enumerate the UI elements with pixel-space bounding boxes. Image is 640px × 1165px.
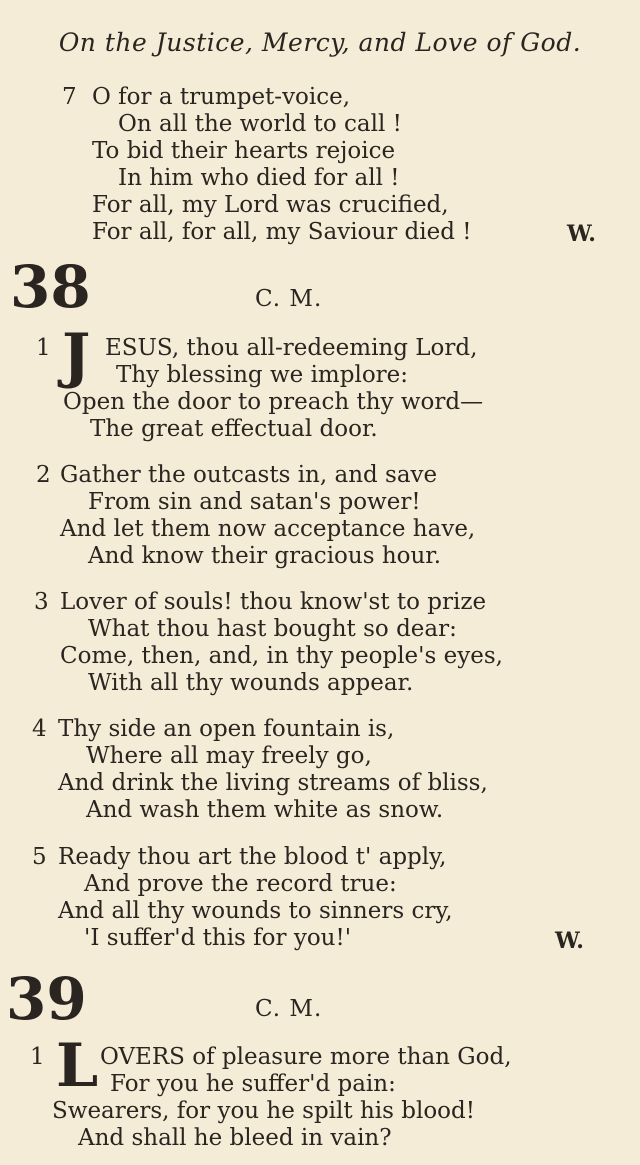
verse-line: Ready thou art the blood t' apply, (58, 844, 447, 870)
verse-line: Come, then, and, in thy people's eyes, (60, 643, 503, 669)
verse-line: Thy blessing we implore: (116, 362, 409, 388)
running-header: On the Justice, Mercy, and Love of God. (58, 28, 582, 57)
verse-number: 5 (32, 844, 47, 870)
verse-line: And all thy wounds to sinners cry, (58, 898, 453, 924)
verse-line: The great effectual door. (90, 416, 378, 442)
verse-number: 1 (30, 1044, 45, 1070)
hymn-meter: C. M. (255, 996, 323, 1022)
verse-line: 'I suffer'd this for you!' (84, 925, 352, 951)
verse-line: O for a trumpet-voice, (92, 84, 351, 110)
verse-number: 3 (34, 589, 49, 615)
verse-line: And wash them white as snow. (86, 797, 444, 823)
verse-line: From sin and satan's power! (88, 489, 421, 515)
verse-line: What thou hast bought so dear: (88, 616, 457, 642)
verse-line: Gather the outcasts in, and save (60, 462, 438, 488)
verse-line: OVERS of pleasure more than God, (100, 1044, 512, 1070)
verse-line: And drink the living streams of bliss, (58, 770, 488, 796)
verse-line: And know their gracious hour. (88, 543, 442, 569)
verse-line: Open the door to preach thy word— (63, 389, 484, 415)
verse-line: On all the world to call ! (118, 111, 402, 137)
verse-line: ESUS, thou all-redeeming Lord, (105, 335, 478, 361)
verse-line: For all, for all, my Saviour died ! (92, 219, 472, 245)
verse-line: And prove the record true: (84, 871, 397, 897)
verse-line: Thy side an open fountain is, (58, 716, 395, 742)
verse-line: Where all may freely go, (86, 743, 372, 769)
hymn-meter: C. M. (255, 286, 323, 312)
verse-number: 2 (36, 462, 51, 488)
verse-line: With all thy wounds appear. (88, 670, 414, 696)
hymn-number: 39 (6, 965, 87, 1033)
verse-number: 1 (36, 335, 51, 361)
verse-line: Lover of souls! thou know'st to prize (60, 589, 487, 615)
drop-cap: J (62, 321, 91, 391)
hymn-number: 38 (10, 253, 91, 321)
verse-number: 7 (62, 84, 77, 110)
verse-line: In him who died for all ! (118, 165, 400, 191)
verse-number: 4 (32, 716, 47, 742)
author-initial: W. (555, 928, 584, 954)
verse-line: For you he suffer'd pain: (110, 1071, 396, 1097)
author-initial: W. (567, 221, 596, 247)
verse-line: And let them now acceptance have, (60, 516, 476, 542)
verse-line: And shall he bleed in vain? (78, 1125, 392, 1151)
verse-line: To bid their hearts rejoice (92, 138, 396, 164)
verse-line: For all, my Lord was crucified, (92, 192, 449, 218)
verse-line: Swearers, for you he spilt his blood! (52, 1098, 475, 1124)
drop-cap: L (56, 1031, 99, 1101)
